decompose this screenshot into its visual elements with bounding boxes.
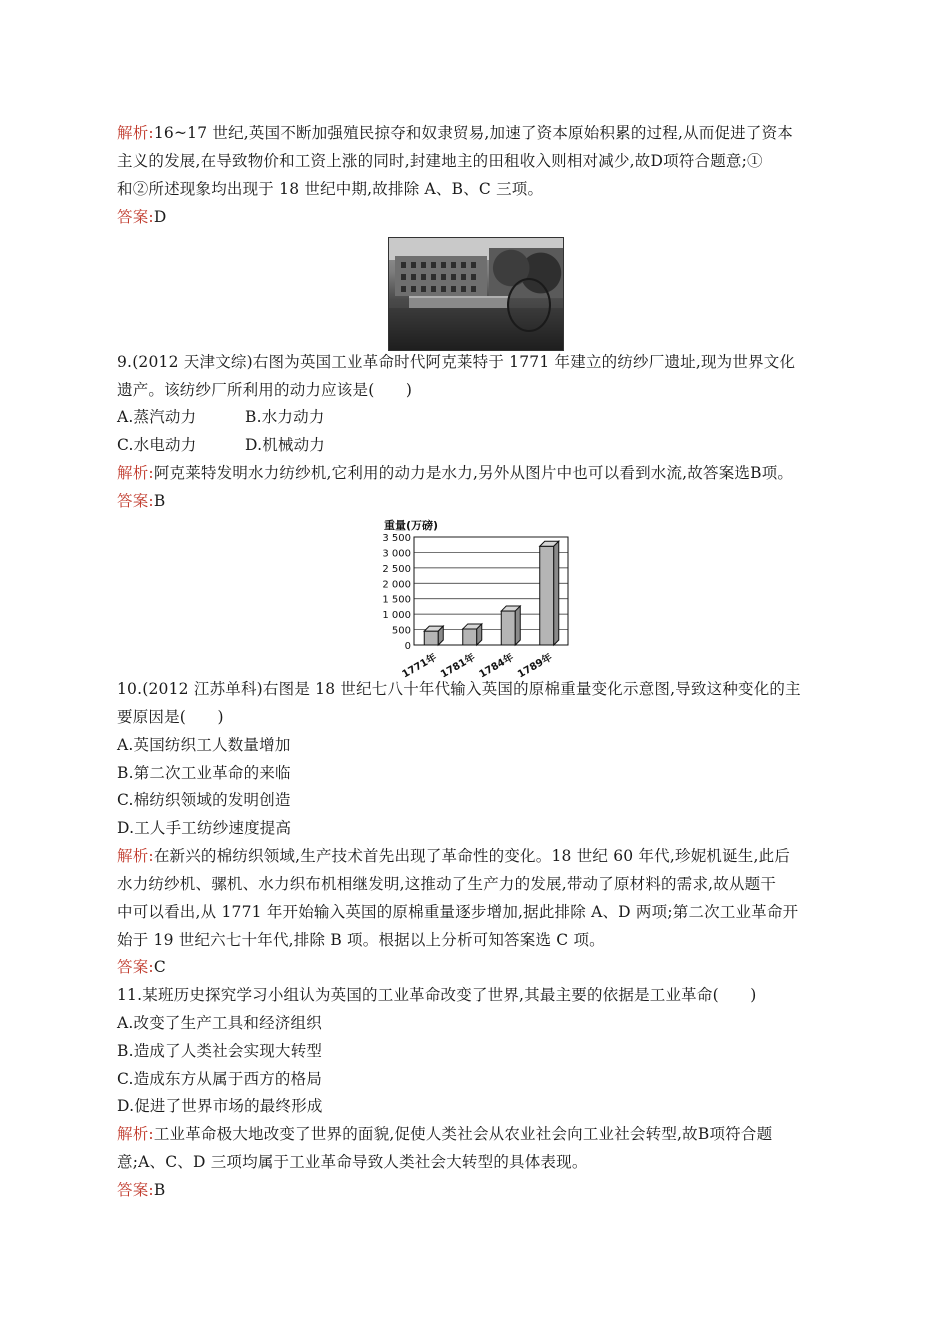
chart-bar-side	[554, 541, 559, 645]
chart-y-tick-label: 0	[404, 641, 411, 652]
photo-lock-gear	[507, 278, 551, 332]
chart-y-tick-label: 500	[391, 625, 411, 637]
q8-analysis-line1	[117, 123, 793, 143]
chart-y-axis-label: 重量(万磅)	[384, 519, 439, 532]
analysis-text: 16~17 世纪,英国不断加强殖民掠夺和奴隶贸易,加速了资本原始积累的过程,从而促进了资本	[153, 124, 793, 142]
chart-y-tick-label: 2 500	[382, 563, 411, 575]
q8-answer	[117, 207, 166, 227]
answer-label: 答案:	[117, 958, 154, 976]
answer-value: B	[153, 492, 166, 510]
photo-mill-building	[395, 256, 487, 296]
answer-label: 答案:	[117, 208, 154, 226]
q9-option-d: D.机械动力	[245, 436, 326, 454]
chart-y-tick-label: 3 500	[382, 533, 411, 544]
cotton-import-chart	[370, 515, 580, 680]
q10-analysis-line2: 水力纺纱机、骡机、水力织布机相继发明,这推动了生产力的发展,带动了原材料的需求,故从题干	[117, 875, 777, 893]
answer-value: C	[153, 958, 166, 976]
chart-y-tick-label: 3 000	[382, 548, 411, 560]
analysis-label: 解析:	[117, 847, 154, 865]
answer-label: 答案:	[117, 1181, 154, 1199]
q9-stem-line1: 9.(2012 天津文综)右图为英国工业革命时代阿克莱特于 1771 年建立的纺纱厂遗址,现为世界文化	[117, 353, 796, 371]
q10-analysis-line1	[117, 846, 790, 866]
mill-photo	[388, 237, 564, 351]
chart-svg	[370, 515, 580, 680]
answer-label: 答案:	[117, 492, 154, 510]
q10-option-c: C.棉纺织领域的发明创造	[117, 791, 291, 809]
q10-stem-line2: 要原因是( )	[117, 708, 224, 726]
answer-value: B	[153, 1181, 166, 1199]
analysis-text: 工业革命极大地改变了世界的面貌,促使人类社会从农业社会向工业社会转型,故B项符合题	[153, 1125, 773, 1143]
q10-analysis-line4: 始于 19 世纪六七十年代,排除 B 项。根据以上分析可知答案选 C 项。	[117, 931, 605, 949]
q10-stem-line1: 10.(2012 江苏单科)右图是 18 世纪七八十年代输入英国的原棉重量变化示意图,导致这种变化的主	[117, 680, 801, 698]
chart-y-tick-label: 2 000	[382, 579, 411, 591]
q10-option-a: A.英国纺织工人数量增加	[117, 736, 291, 754]
q9-option-a: A.蒸汽动力	[117, 408, 197, 426]
chart-bar	[540, 546, 554, 645]
chart-y-tick-label: 1 000	[382, 610, 411, 622]
analysis-label: 解析:	[117, 124, 154, 142]
answer-value: D	[153, 208, 167, 226]
q11-analysis-line1	[117, 1124, 772, 1144]
q8-analysis-line2: 主义的发展,在导致物价和工资上涨的同时,封建地主的田租收入则相对减少,故D项符合题意;①	[117, 152, 763, 170]
q9-option-c: C.水电动力	[117, 436, 197, 454]
analysis-text: 阿克莱特发明水力纺纱机,它利用的动力是水力,另外从图片中也可以看到水流,故答案选B项。	[153, 464, 794, 482]
analysis-label: 解析:	[117, 1125, 154, 1143]
q9-options-row1	[117, 407, 325, 427]
q11-option-a: A.改变了生产工具和经济组织	[117, 1014, 322, 1032]
q10-answer	[117, 957, 166, 977]
q9-analysis	[117, 463, 793, 483]
chart-bar	[501, 611, 515, 645]
q11-option-d: D.促进了世界市场的最终形成	[117, 1097, 323, 1115]
chart-bar-side	[515, 606, 520, 645]
q11-analysis-line2: 意;A、C、D 三项均属于工业革命导致人类社会大转型的具体表现。	[117, 1153, 588, 1171]
chart-x-tick-label: 1789年	[515, 652, 555, 681]
q11-answer	[117, 1180, 165, 1200]
chart-bar	[463, 629, 477, 645]
q10-analysis-line3: 中可以看出,从 1771 年开始输入英国的原棉重量逐步增加,据此排除 A、D 两项;第二次工业革命开	[117, 903, 799, 921]
q11-stem: 11.某班历史探究学习小组认为英国的工业革命改变了世界,其最主要的依据是工业革命( )	[117, 986, 757, 1004]
q9-stem-line2: 遗产。该纺纱厂所利用的动力应该是( )	[117, 381, 413, 399]
q10-option-b: B.第二次工业革命的来临	[117, 764, 291, 782]
chart-x-tick-label: 1781年	[438, 652, 478, 681]
q9-option-b: B.水力动力	[245, 408, 325, 426]
q11-option-b: B.造成了人类社会实现大转型	[117, 1042, 323, 1060]
chart-x-tick-label: 1771年	[400, 652, 439, 681]
chart-bar	[424, 631, 438, 645]
q9-answer	[117, 491, 165, 511]
q8-analysis-line3: 和②所述现象均出现于 18 世纪中期,故排除 A、B、C 三项。	[117, 180, 544, 198]
q10-option-d: D.工人手工纺纱速度提高	[117, 819, 292, 837]
analysis-text: 在新兴的棉纺织领域,生产技术首先出现了革命性的变化。18 世纪 60 年代,珍妮机诞生,此后	[153, 847, 791, 865]
q9-options-row2	[117, 435, 325, 455]
chart-y-tick-label: 1 500	[382, 594, 411, 606]
q11-option-c: C.造成东方从属于西方的格局	[117, 1070, 323, 1088]
chart-x-tick-label: 1784年	[477, 652, 516, 681]
analysis-label: 解析:	[117, 464, 154, 482]
